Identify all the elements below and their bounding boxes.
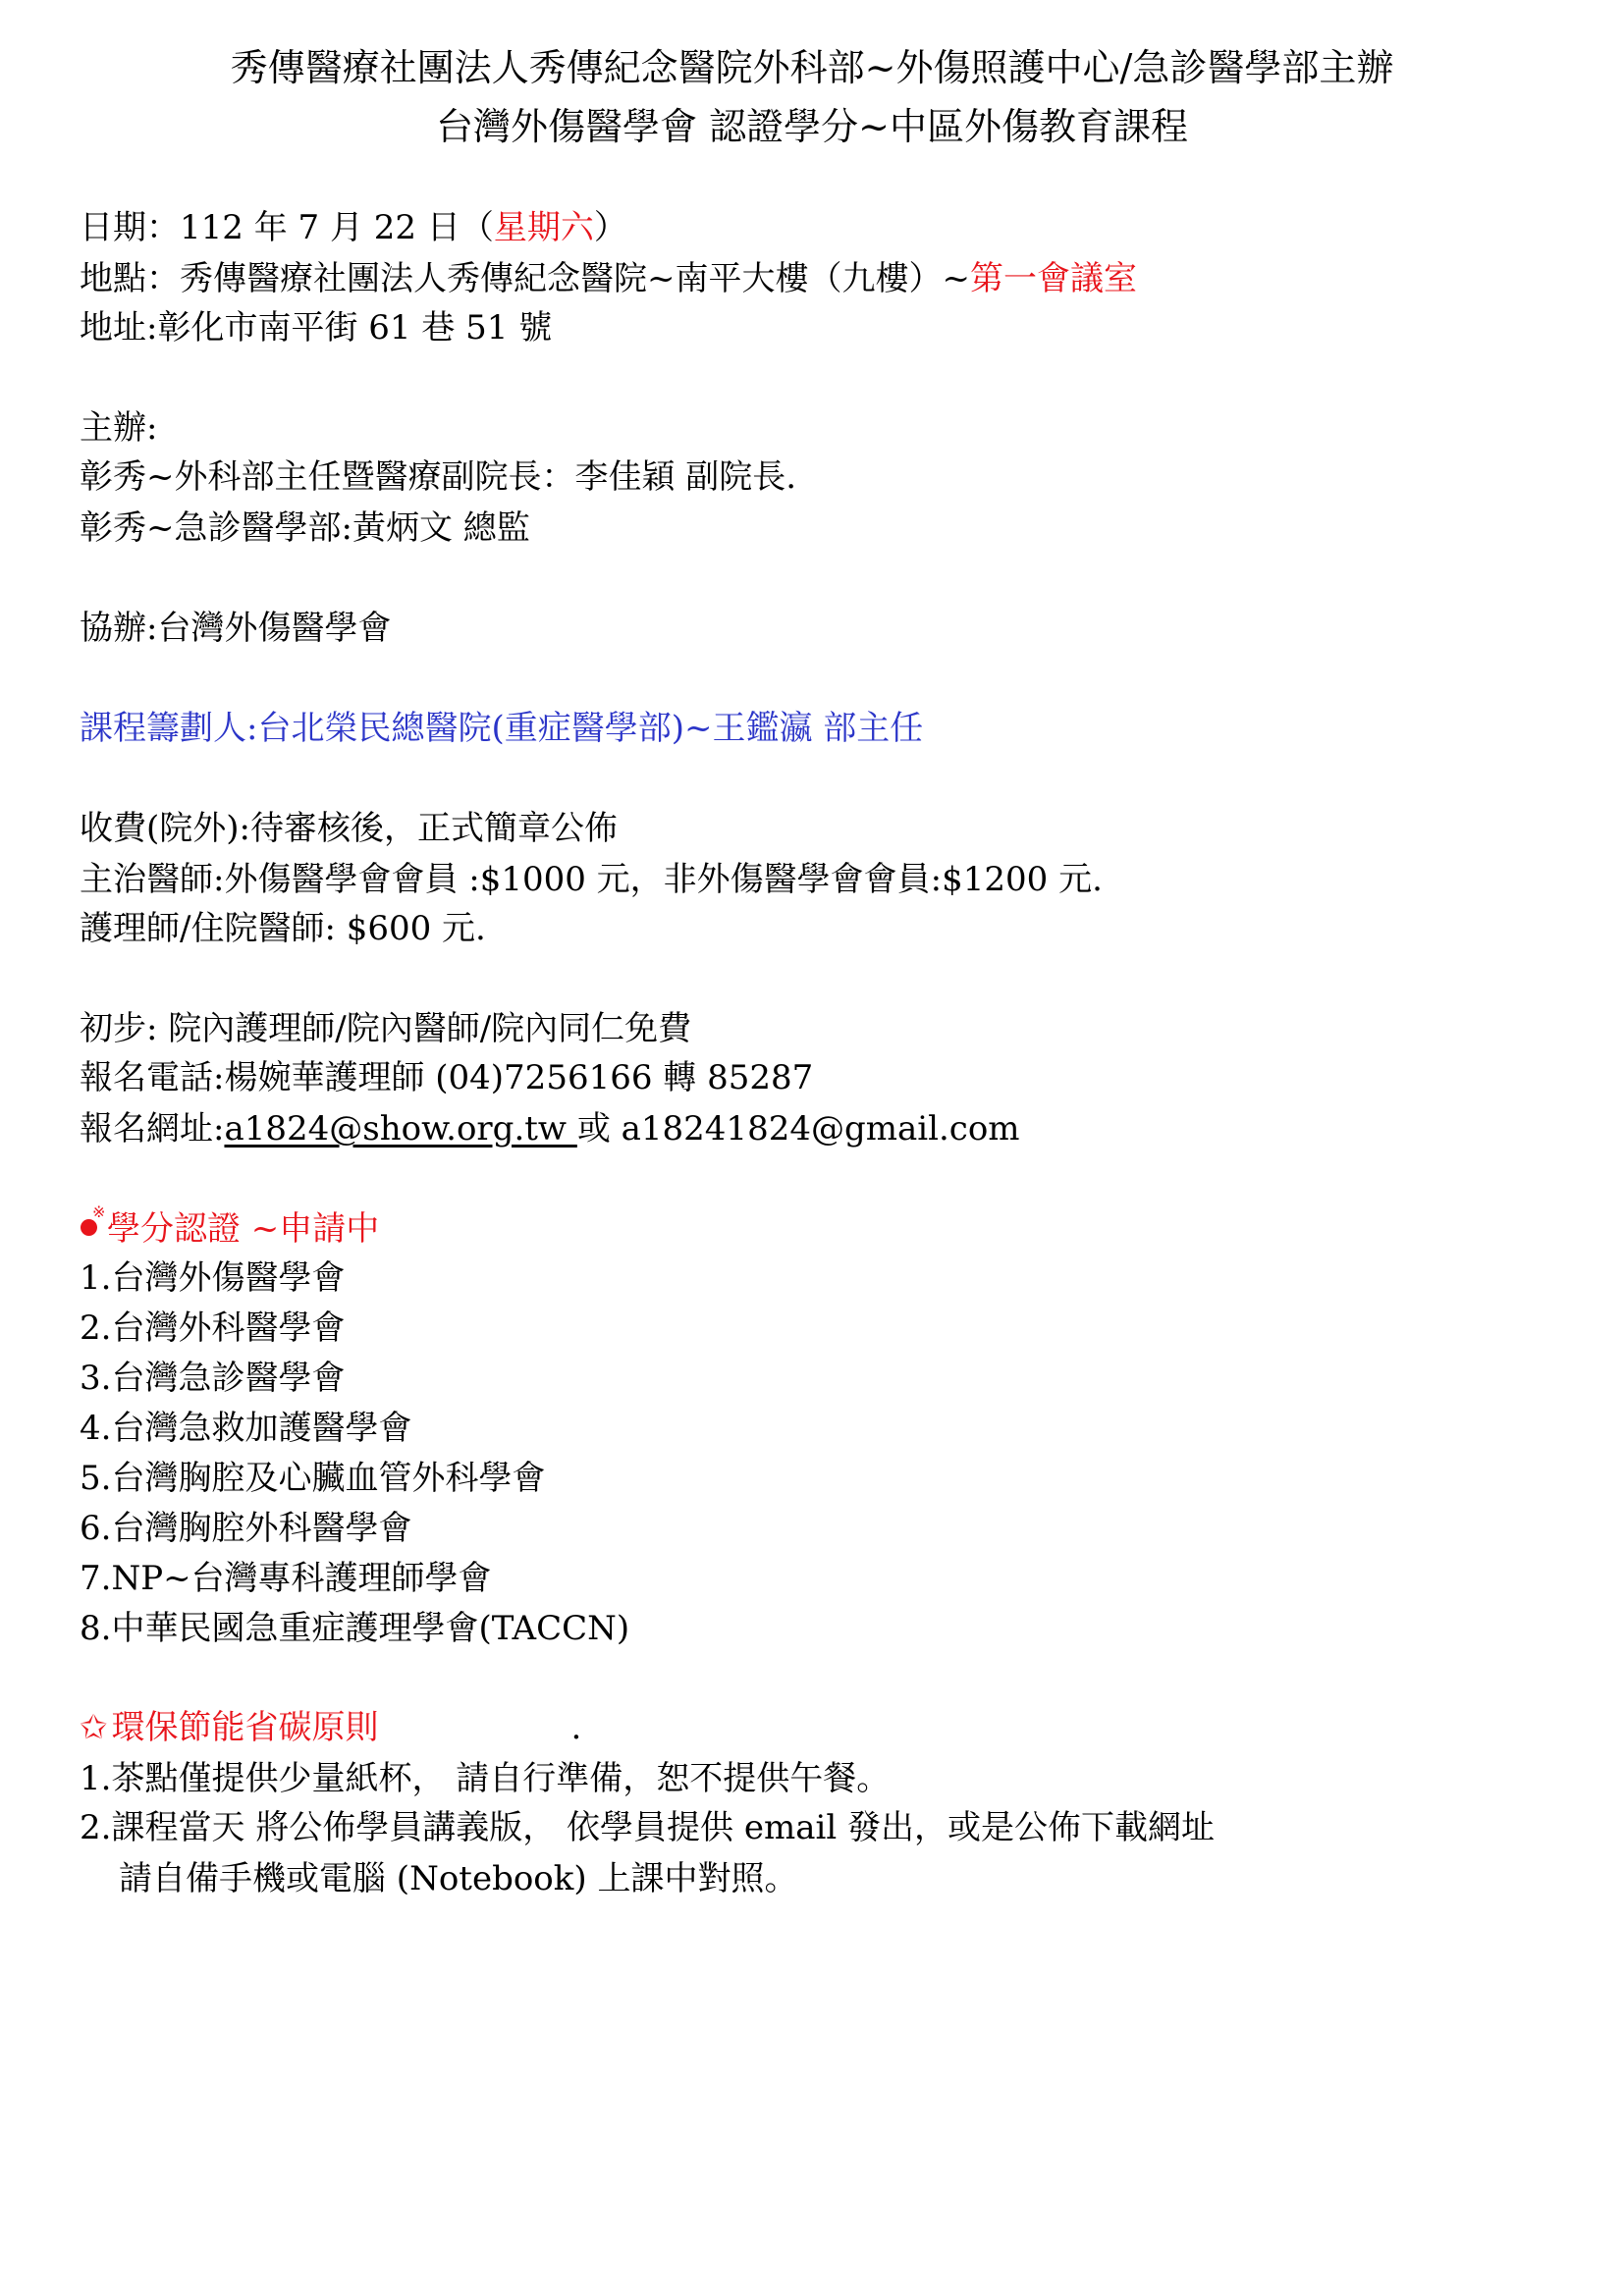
co-organizer: 協辦:台灣外傷醫學會 bbox=[80, 609, 392, 648]
eco-rule-2-continued: 請自備手機或電腦 (Notebook) 上課中對照。 bbox=[119, 1859, 798, 1898]
organizer-surgery: 彰秀~外科部主任暨醫療副院長：李佳穎 副院長. bbox=[80, 457, 797, 497]
eco-rule-1: 1.茶點僅提供少量紙杯， 請自行準備，恕不提供午餐。 bbox=[80, 1759, 891, 1798]
fee-nurse-resident: 護理師/住院醫師: $600 元. bbox=[80, 909, 486, 948]
credit-item: 4.台灣急救加護醫學會 bbox=[80, 1409, 412, 1448]
location-line bbox=[80, 257, 1137, 300]
registration-phone: 報名電話:楊婉華護理師 (04)7256166 轉 85287 bbox=[80, 1058, 814, 1097]
credit-item: 7.NP~台灣專科護理師學會 bbox=[80, 1559, 492, 1598]
fee-attending: 主治醫師:外傷醫學會會員 :$1000 元，非外傷醫學會會員:$1200 元. bbox=[80, 860, 1103, 899]
registration-web-label: 報名網址: bbox=[80, 1109, 225, 1148]
credits-heading-line bbox=[80, 1202, 380, 1251]
date-close: ） bbox=[593, 208, 627, 247]
address-line: 地址:彰化市南平街 61 巷 51 號 bbox=[80, 308, 553, 347]
organizer-heading: 主辦: bbox=[80, 408, 158, 448]
credit-item: 5.台灣胸腔及心臟血管外科學會 bbox=[80, 1459, 546, 1498]
credits-heading: 學分認證 ~申請中 bbox=[107, 1209, 380, 1249]
registration-email-alt: 或 a18241824@gmail.com bbox=[576, 1109, 1020, 1148]
credit-item: 2.台灣外科醫學會 bbox=[80, 1308, 346, 1348]
organizer-emergency: 彰秀~急診醫學部:黃炳文 總監 bbox=[80, 508, 530, 548]
date-line bbox=[80, 206, 627, 249]
credit-item: 1.台灣外傷醫學會 bbox=[80, 1258, 346, 1298]
star-icon: ✩ bbox=[80, 1708, 108, 1747]
eco-rule-2: 2.課程當天 將公佈學員講義版， 依學員提供 email 發出，或是公佈下載網址 bbox=[80, 1808, 1216, 1847]
registration-preliminary: 初步: 院內護理師/院內醫師/院內同仁免費 bbox=[80, 1009, 692, 1048]
registration-email-link[interactable]: a1824@show.org.tw bbox=[224, 1109, 577, 1148]
document-title-line-1: 秀傳醫療社團法人秀傳紀念醫院外科部~外傷照護中心/急診醫學部主辦 bbox=[230, 46, 1394, 89]
document-title-line-2: 台灣外傷醫學會 認證學分~中區外傷教育課程 bbox=[436, 105, 1188, 148]
bomb-icon: ※ bbox=[80, 1210, 105, 1244]
fee-heading: 收費(院外):待審核後，正式簡章公佈 bbox=[80, 809, 618, 848]
credit-item: 6.台灣胸腔外科醫學會 bbox=[80, 1509, 412, 1548]
eco-heading-dot: . bbox=[570, 1708, 582, 1747]
date-weekday: 星期六 bbox=[493, 208, 594, 247]
eco-heading: 環保節能省碳原則 bbox=[111, 1708, 379, 1747]
credit-item: 8.中華民國急重症護理學會(TACCN) bbox=[80, 1609, 630, 1648]
course-planner: 課程籌劃人:台北榮民總醫院(重症醫學部)~王鑑瀛 部主任 bbox=[80, 709, 924, 748]
location-room: 第一會議室 bbox=[969, 259, 1137, 298]
date-label: 日期：112 年 7 月 22 日（ bbox=[80, 208, 494, 247]
location-label: 地點：秀傳醫療社團法人秀傳紀念醫院~南平大樓（九樓）~ bbox=[80, 259, 970, 298]
credit-item: 3.台灣急診醫學會 bbox=[80, 1359, 346, 1398]
registration-web bbox=[80, 1107, 1020, 1150]
eco-heading-line bbox=[80, 1706, 581, 1749]
